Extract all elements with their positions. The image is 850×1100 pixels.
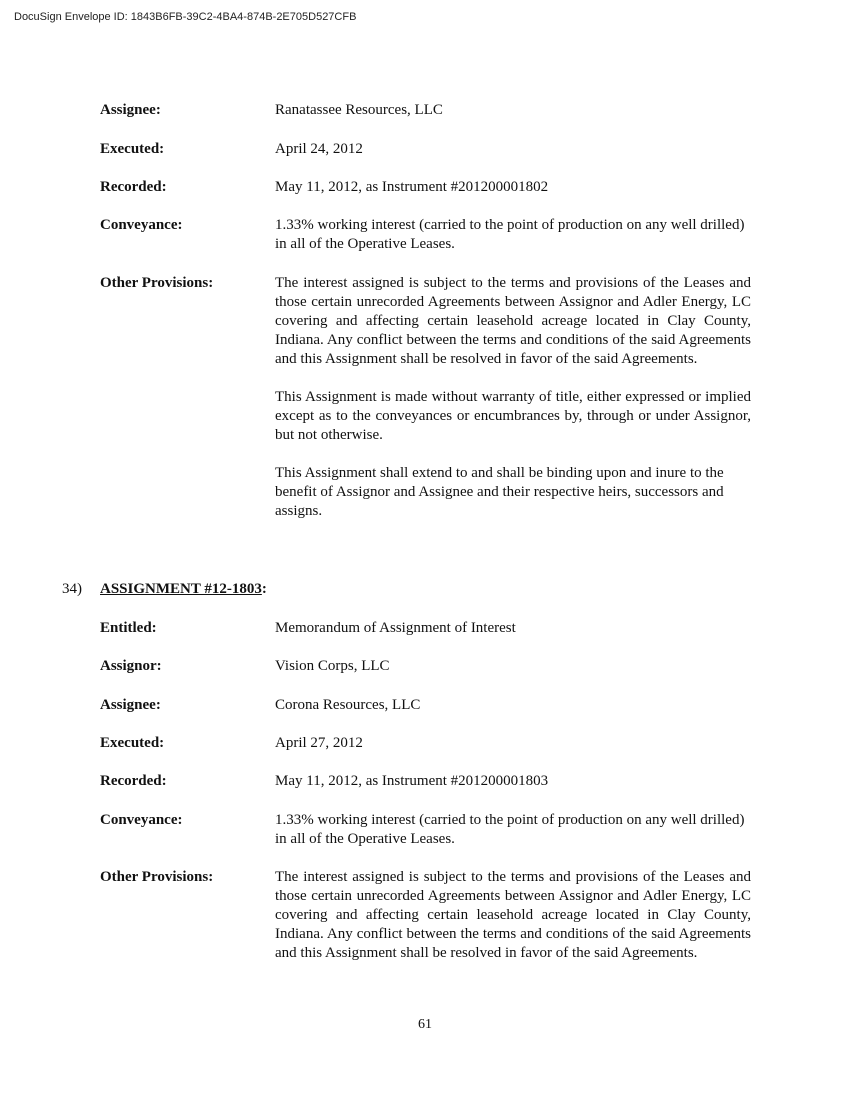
assignor-label: Assignor: xyxy=(100,658,162,674)
recorded-label: Recorded: xyxy=(100,179,167,195)
conveyance-value: 1.33% working interest (carried to the point of production on any well drilled) in all of the Operative Leases. xyxy=(275,217,745,252)
provision-paragraph: The interest assigned is subject to the terms and provisions of the Leases and those certain unrecorded Agreements between Assignor and Adler Energy, LC covering and affecting certain leasehold acreage located in Clay County, Indiana. Any conflict between the terms and conditions of the said Agreements and this Assignment shall be resolved in favor of the said Agreements. xyxy=(275,275,751,367)
executed-value: April 24, 2012 xyxy=(275,141,363,157)
other-provisions-label: Other Provisions: xyxy=(100,869,214,885)
provision-paragraph: This Assignment is made without warranty of title, either expressed or implied except as to the conveyances or encumbrances by, through or under Assignor, but not otherwise. xyxy=(275,389,751,443)
section-title-text: ASSIGNMENT #12-1803 xyxy=(100,581,262,597)
assignee-value: Ranatassee Resources, LLC xyxy=(275,102,443,118)
recorded-value: May 11, 2012, as Instrument #201200001802 xyxy=(275,179,549,195)
entitled-value: Memorandum of Assignment of Interest xyxy=(275,620,516,636)
conveyance-label: Conveyance: xyxy=(100,812,183,828)
executed-label: Executed: xyxy=(100,141,165,157)
other-provisions-text xyxy=(275,868,751,963)
assignee-label: Assignee: xyxy=(100,697,161,713)
other-provisions-text xyxy=(275,274,751,521)
entitled-label: Entitled: xyxy=(100,620,157,636)
recorded-value: May 11, 2012, as Instrument #201200001803 xyxy=(275,773,549,789)
assignee-value: Corona Resources, LLC xyxy=(275,697,421,713)
provision-paragraph: The interest assigned is subject to the terms and provisions of the Leases and those certain unrecorded Agreements between Assignor and Adler Energy, LC covering and affecting certain leasehold acreage located in Clay County, Indiana. Any conflict between the terms and conditions of the said Agreements and this Assignment shall be resolved in favor of the said Agreements. xyxy=(275,869,751,961)
section-title-suffix: : xyxy=(261,581,267,597)
page-number: 61 xyxy=(418,1017,432,1032)
section-number: 34) xyxy=(62,581,82,597)
conveyance-value: 1.33% working interest (carried to the point of production on any well drilled) in all of the Operative Leases. xyxy=(275,812,745,847)
docusign-envelope-id: DocuSign Envelope ID: 1843B6FB-39C2-4BA4-874B-2E705D527CFB xyxy=(14,11,357,23)
conveyance-label: Conveyance: xyxy=(100,217,183,233)
executed-value: April 27, 2012 xyxy=(275,735,363,751)
other-provisions-label: Other Provisions: xyxy=(100,275,214,291)
provision-paragraph: This Assignment shall extend to and shall be binding upon and inure to the benefit of Assignor and Assignee and their respective heirs, successors and assigns. xyxy=(275,465,724,519)
assignor-value: Vision Corps, LLC xyxy=(275,658,390,674)
assignee-label: Assignee: xyxy=(100,102,161,118)
executed-label: Executed: xyxy=(100,735,165,751)
recorded-label: Recorded: xyxy=(100,773,167,789)
section-title xyxy=(100,580,267,599)
